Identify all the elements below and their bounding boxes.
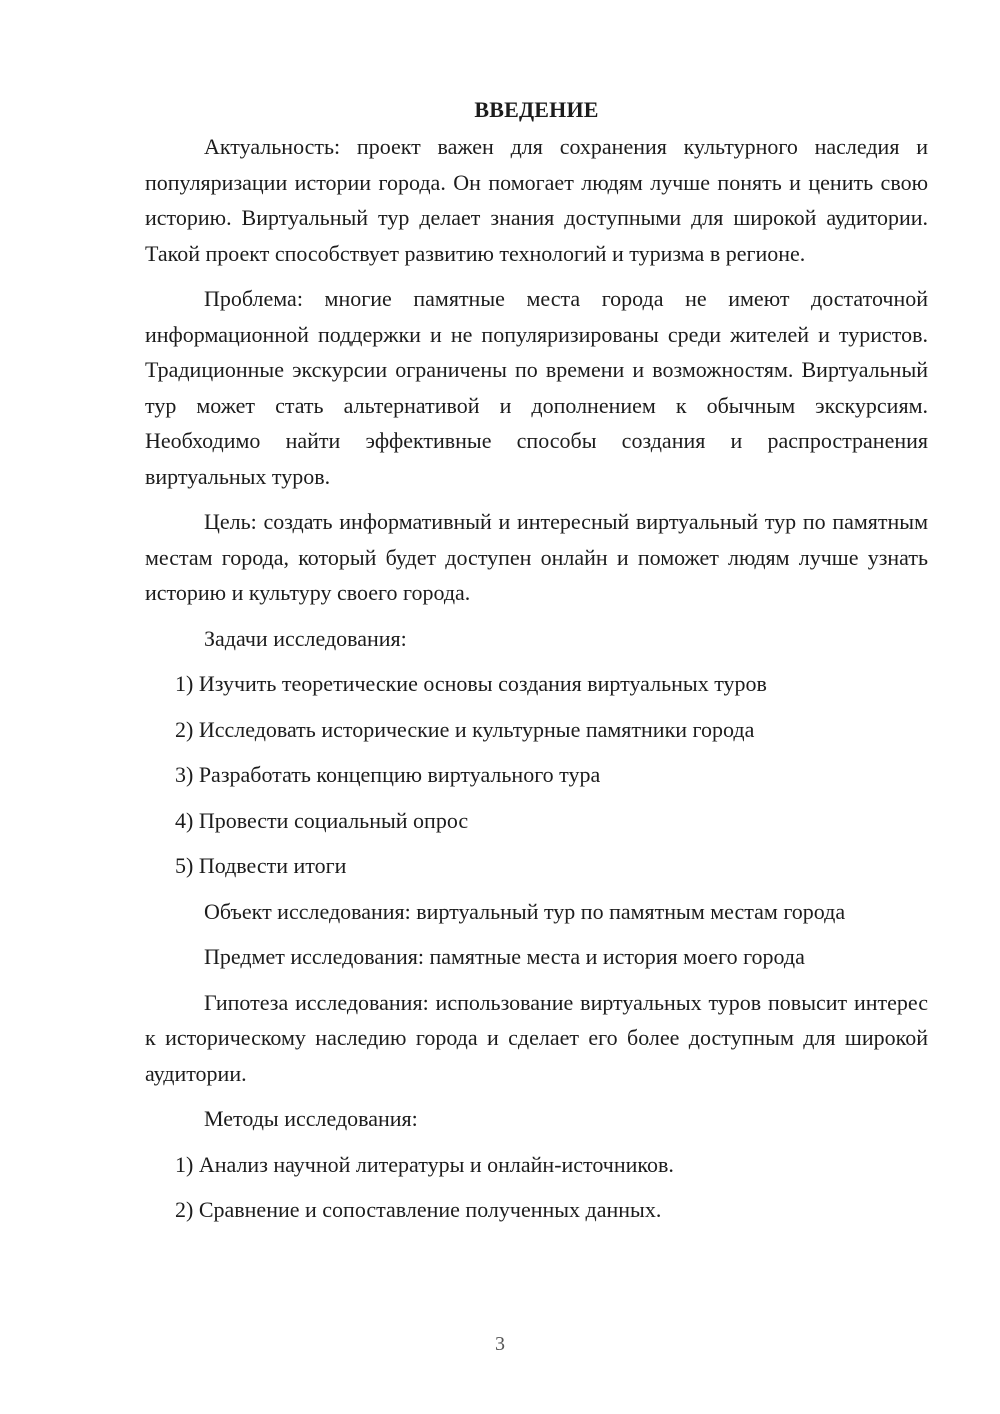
- subject-paragraph: Предмет исследования: памятные места и история моего города: [204, 944, 805, 969]
- section-title: ВВЕДЕНИЕ: [474, 97, 599, 122]
- tasks-heading: Задачи исследования:: [204, 625, 407, 651]
- object-paragraph: Объект исследования: виртуальный тур по памятным местам города: [204, 898, 846, 924]
- tasks-list: [145, 666, 928, 884]
- task-item: 3) Разработать концепцию виртуального тура: [175, 762, 601, 787]
- task-item: 1) Изучить теоретические основы создания виртуальных туров: [175, 671, 767, 696]
- method-item: 1) Анализ научной литературы и онлайн-источников.: [175, 1151, 674, 1177]
- task-item: 5) Подвести итоги: [175, 853, 347, 878]
- task-item: 2) Исследовать исторические и культурные памятники города: [175, 716, 755, 742]
- method-item: 2) Сравнение и сопоставление полученных данных.: [175, 1197, 662, 1222]
- relevance-paragraph: Актуальность: проект важен для сохранения культурного наследия и популяризации истории города. Он помогает людям лучше понять и ценить свою историю. Виртуальный тур делает знания доступными для широкой аудитории. Такой проект способствует развитию технологий и туризма в регионе.: [145, 134, 928, 266]
- hypothesis-paragraph: Гипотеза исследования: использование виртуальных туров повысит интерес к историческому наследию города и сделает его более доступным для широкой аудитории.: [145, 989, 928, 1086]
- page-number: 3: [495, 1333, 505, 1355]
- methods-list: [145, 1147, 928, 1228]
- document-page: [145, 92, 928, 1238]
- task-item: 4) Провести социальный опрос: [175, 807, 469, 833]
- goal-paragraph: Цель: создать информативный и интересный виртуальный тур по памятным местам города, который будет доступен онлайн и поможет людям лучше узнать историю и культуру своего города.: [145, 509, 928, 605]
- problem-paragraph: Проблема: многие памятные места города не имеют достаточной информационной поддержки и не популяризированы среди жителей и туристов. Традиционные экскурсии ограничены по времени и возможностям. Виртуальный тур может стать альтернативой и дополнением к обычным экскурсиям. Необходимо найти эффективные способы создания и распространения виртуальных туров.: [145, 286, 928, 489]
- methods-heading: Методы исследования:: [204, 1106, 418, 1131]
